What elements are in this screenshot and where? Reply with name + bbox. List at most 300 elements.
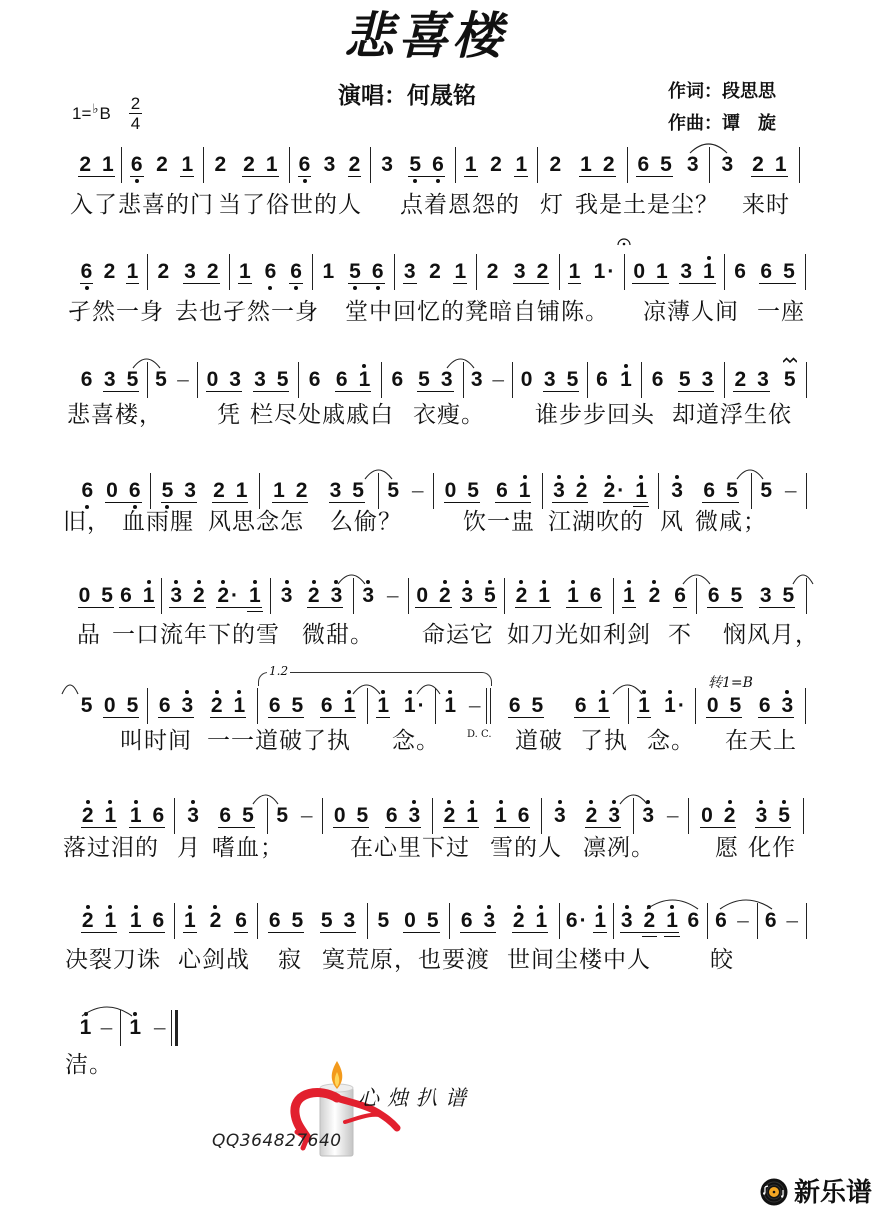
note-digit: 5 (126, 694, 139, 717)
note-digit: 3 (229, 368, 241, 391)
note-head (786, 911, 798, 930)
beam-group (733, 370, 769, 392)
note (538, 586, 550, 605)
note-digit: 5 (426, 909, 439, 932)
note-digit: 5 (409, 153, 422, 176)
note-head (105, 806, 117, 825)
watermark-text: 心烛扒谱 (358, 1086, 474, 1110)
note (130, 806, 142, 825)
note-head (427, 911, 439, 930)
beam-group (78, 586, 114, 608)
lyric-segment: 嗜血； (212, 834, 284, 860)
measure (260, 911, 364, 933)
beam-group (678, 370, 714, 392)
note-digit: 1 (495, 804, 507, 827)
sustain-dash (387, 586, 399, 605)
tie-arcs (0, 887, 888, 913)
low-octave-dot-icon (376, 286, 380, 290)
low-octave-dot-icon (294, 286, 298, 290)
note-digit: 1 (322, 260, 335, 283)
note (513, 911, 525, 930)
beam-group (444, 481, 480, 503)
note (104, 262, 116, 281)
beam-group (443, 696, 457, 718)
note (266, 155, 278, 174)
note-digit: 1 (343, 694, 356, 717)
note (153, 911, 165, 930)
note-head (536, 911, 548, 930)
note-head (143, 586, 155, 605)
note (81, 262, 93, 281)
note (756, 806, 768, 825)
note-head (162, 481, 174, 500)
note-head (129, 1018, 141, 1037)
note (292, 696, 304, 715)
beam-group (543, 370, 579, 392)
note-digit: 1 (656, 260, 668, 283)
sustain-dash (154, 1018, 166, 1037)
note-digit: 1 (104, 909, 117, 932)
note-head (734, 262, 746, 281)
note-head (567, 586, 579, 605)
note (598, 696, 610, 715)
beam-group (320, 696, 356, 718)
beam-group (348, 262, 384, 284)
note (308, 586, 320, 605)
measure (493, 696, 625, 718)
measure (381, 481, 430, 503)
beam-group (619, 370, 633, 392)
note-digit: 6 (508, 694, 521, 717)
beam-group (460, 911, 496, 933)
note-digit: 1 (181, 153, 194, 176)
beam-group (385, 806, 421, 828)
note-head (760, 262, 772, 281)
beam-group (758, 696, 794, 718)
note-head (101, 1018, 113, 1037)
note-head (715, 911, 727, 930)
sustain-dash (492, 370, 504, 389)
tie-arc (737, 470, 763, 479)
note-head (80, 1018, 92, 1037)
rest (445, 481, 457, 500)
note-head (292, 911, 304, 930)
measure (590, 370, 638, 392)
barline (624, 254, 625, 290)
note (553, 481, 565, 500)
beam-group (348, 155, 362, 177)
note-digit: 2 (429, 260, 441, 283)
beam-group (129, 911, 165, 933)
note-head (680, 262, 692, 281)
beam-group (79, 1018, 93, 1040)
note-head (321, 696, 333, 715)
beam-group (495, 481, 531, 503)
note (129, 481, 141, 500)
note (656, 262, 668, 281)
flat-sign: ♭ (92, 101, 99, 116)
note (82, 911, 94, 930)
note-head (381, 155, 393, 174)
beam-group (622, 586, 636, 608)
note (290, 262, 302, 281)
note-head (679, 370, 691, 389)
barline (476, 254, 477, 290)
note-digit: 1 (664, 694, 676, 717)
note-head (386, 806, 398, 825)
note-digit: 3 (170, 584, 182, 607)
beam-group (329, 481, 365, 503)
beam-group (491, 370, 505, 392)
beam-group (213, 155, 227, 177)
note-head (444, 696, 456, 715)
note (674, 586, 686, 605)
note-head (752, 155, 764, 174)
key-prefix: 1= (72, 104, 92, 123)
beam-group (593, 262, 616, 284)
note (471, 370, 483, 389)
note-digit: 5 (782, 584, 795, 607)
measure (75, 806, 171, 828)
note-head (207, 262, 219, 281)
beam-group (234, 911, 248, 933)
beam-group (679, 262, 715, 284)
note-head (495, 806, 507, 825)
beam-group (785, 911, 799, 933)
note-digit: 2 (81, 804, 94, 827)
tie-arcs (0, 457, 888, 483)
note-head (445, 481, 457, 500)
lyric-segment: 我是土是尘？ (575, 191, 719, 217)
note-head (127, 262, 139, 281)
note (219, 806, 231, 825)
beam-group (376, 911, 390, 933)
note-digit: 6 (432, 153, 444, 176)
note-head (182, 696, 194, 715)
note-head (156, 155, 168, 174)
note-head (344, 911, 356, 930)
note-digit: 6 (308, 368, 321, 391)
tie-arc (82, 1007, 132, 1016)
note-head (567, 370, 579, 389)
note (465, 155, 477, 174)
measure (544, 806, 630, 828)
note-digit: 2 (81, 909, 94, 932)
note-head (642, 806, 654, 825)
note-digit: 6 (268, 909, 281, 932)
note-head (652, 370, 664, 389)
note-head (211, 696, 223, 715)
key-signature (72, 101, 111, 125)
lyric-segment: 么偷？ (330, 508, 402, 534)
note-head (623, 586, 635, 605)
tie-arc (690, 144, 727, 153)
note (184, 481, 196, 500)
note-head (104, 370, 116, 389)
beam-group (103, 262, 117, 284)
note-head (409, 806, 421, 825)
note (102, 155, 114, 174)
note-head (391, 370, 403, 389)
note (352, 481, 364, 500)
note-head (759, 696, 771, 715)
measure (644, 370, 721, 392)
note-digit: 1 (515, 153, 528, 176)
beam-group (280, 586, 294, 608)
note-head (513, 911, 525, 930)
time-denominator: 4 (130, 114, 141, 133)
note (273, 481, 285, 500)
note-head (102, 155, 114, 174)
note-head (521, 370, 533, 389)
beam-group (784, 481, 798, 503)
note (249, 586, 261, 605)
lyric-segment: 却道浮生依 (672, 401, 792, 427)
note-digit: 1 (635, 479, 647, 502)
low-octave-dot-icon (85, 286, 89, 290)
note-digit: 5 (356, 804, 369, 827)
lyric-segment: 不 (668, 621, 692, 647)
note-digit: 1 (403, 694, 416, 717)
note-head (106, 481, 118, 500)
note-digit: 6 (371, 260, 384, 283)
note-head (701, 806, 713, 825)
note (576, 481, 588, 500)
note-head (81, 262, 93, 281)
note (621, 911, 633, 930)
note-head (538, 586, 550, 605)
note-digit: 2 (549, 153, 562, 176)
note-digit: 6 (335, 368, 348, 391)
note-head (349, 262, 361, 281)
note (254, 370, 266, 389)
beam-group (264, 262, 278, 284)
lyric-segment: 孑然一身 (68, 298, 164, 324)
beam-group (206, 370, 242, 392)
key-change-mark: 转1=B (708, 675, 753, 691)
beam-group (176, 370, 190, 392)
note-digit: 3 (362, 584, 375, 607)
note-digit: 5 (349, 260, 361, 283)
note (759, 696, 771, 715)
note (377, 911, 389, 930)
note-digit: 2 (603, 479, 616, 502)
beam-group (514, 155, 528, 177)
note-head (292, 696, 304, 715)
sustain-dash (667, 806, 679, 825)
note-head (184, 262, 196, 281)
note-digit: – (386, 584, 399, 607)
measure (292, 155, 367, 177)
note (444, 696, 456, 715)
note-head (120, 586, 132, 605)
note-digit: 6 (596, 368, 608, 391)
note-digit: 3 (781, 694, 794, 717)
beam-group (209, 911, 223, 933)
note (490, 155, 502, 174)
note-digit: 2 (575, 479, 588, 502)
note (330, 481, 342, 500)
note-digit: 6 (128, 479, 141, 502)
beam-group (415, 586, 451, 608)
note-digit: 3 (483, 909, 496, 932)
note-head (336, 370, 348, 389)
note-digit: 5 (678, 368, 691, 391)
note (575, 696, 587, 715)
barline (394, 254, 395, 290)
note-digit: 1 (620, 368, 632, 391)
rest (521, 370, 533, 389)
beam-group (390, 370, 404, 392)
measure (436, 481, 539, 503)
low-octave-dot-icon (413, 179, 417, 183)
beam-group (632, 262, 668, 284)
note (129, 1018, 141, 1037)
note-digit: 6 (589, 584, 602, 607)
augmentation-dot: · (231, 584, 238, 607)
note (170, 586, 182, 605)
note-head (290, 262, 302, 281)
note-head (596, 370, 608, 389)
note-head (656, 262, 668, 281)
note (514, 262, 526, 281)
lyric-segment: 入了悲喜的门 (70, 191, 214, 217)
note-head (441, 370, 453, 389)
note-head (170, 586, 182, 605)
note-digit: 1 (79, 1016, 92, 1039)
note-digit: 5 (377, 909, 390, 932)
note-head (207, 370, 219, 389)
note-head (532, 696, 544, 715)
note-head (519, 481, 531, 500)
note-digit: 5 (126, 368, 139, 391)
note (518, 806, 530, 825)
note-head (708, 586, 720, 605)
note-digit: 1 (358, 368, 371, 391)
sustain-dash (786, 911, 798, 930)
note-head (416, 586, 428, 605)
note-digit: – (468, 694, 481, 717)
note-head (357, 806, 369, 825)
note (580, 155, 592, 174)
note (484, 586, 496, 605)
note (778, 806, 790, 825)
lyric-segment: 一口流年下的雪 (112, 621, 280, 647)
note-head (239, 262, 251, 281)
note-digit: 1 (580, 153, 592, 176)
note (586, 806, 598, 825)
note-digit: 3 (513, 260, 526, 283)
note-digit: 5 (783, 368, 796, 391)
note-digit: 5 (276, 368, 289, 391)
note-digit: 5 (729, 694, 742, 717)
measure (636, 806, 685, 828)
note-head (81, 696, 93, 715)
note-digit: – (666, 804, 679, 827)
note-head (783, 586, 795, 605)
note-digit: 5 (101, 584, 113, 607)
measure (370, 696, 432, 718)
beam-group (180, 155, 194, 177)
augmentation-dot: · (617, 479, 625, 502)
note-head (254, 370, 266, 389)
note-digit: 5 (778, 804, 790, 827)
note (515, 155, 527, 174)
note (567, 586, 579, 605)
note-digit: 6 (674, 584, 686, 607)
note-head (549, 155, 561, 174)
barline (147, 254, 148, 290)
note-digit: 6 (80, 260, 93, 283)
tie-arc (720, 900, 772, 909)
measure (75, 696, 144, 718)
note (157, 262, 169, 281)
performer-credit (338, 80, 476, 110)
note-digit: 2 (79, 153, 91, 176)
note (184, 262, 196, 281)
note (623, 586, 635, 605)
note (566, 911, 587, 930)
note (359, 370, 371, 389)
sustain-dash (101, 1018, 113, 1037)
note (608, 806, 620, 825)
note (432, 155, 444, 174)
beam-group (272, 481, 308, 503)
note (193, 586, 205, 605)
note-digit: 3 (470, 368, 483, 391)
note-head (159, 696, 171, 715)
note (81, 481, 93, 500)
note-head (359, 370, 371, 389)
note-head (213, 481, 225, 500)
note-head (217, 586, 229, 605)
note-head (575, 696, 587, 715)
tie-arc (683, 575, 710, 584)
tie-arc (133, 359, 160, 368)
note-digit: 3 (759, 584, 772, 607)
note-head (604, 481, 616, 500)
note-digit: 1 (774, 153, 787, 176)
lyric-segment: 在天上 (725, 727, 797, 753)
measure (124, 155, 200, 177)
lyric-segment: 谁步步回头 (535, 401, 655, 427)
measure (754, 481, 803, 503)
note-digit: 3 (381, 153, 393, 176)
note-head (330, 481, 342, 500)
beam-group (186, 806, 200, 828)
note (229, 370, 241, 389)
measure (270, 806, 319, 828)
beam-group (494, 806, 530, 828)
note-digit: 3 (343, 909, 356, 932)
tie-arcs (0, 562, 888, 588)
note-head (461, 911, 473, 930)
note-digit: 1 (235, 479, 248, 502)
lyric-segment: 道破 (515, 727, 563, 753)
low-octave-dot-icon (135, 179, 139, 183)
note-head (594, 911, 606, 930)
note-digit: 1 (597, 694, 610, 717)
note (344, 696, 356, 715)
note-head (644, 911, 656, 930)
note (441, 370, 453, 389)
lyric-segment: 点着恩怨的 (400, 191, 520, 217)
note (509, 696, 521, 715)
note-digit: 3 (103, 368, 116, 391)
beam-group (574, 696, 610, 718)
beam-group (308, 370, 322, 392)
measure (562, 262, 621, 284)
